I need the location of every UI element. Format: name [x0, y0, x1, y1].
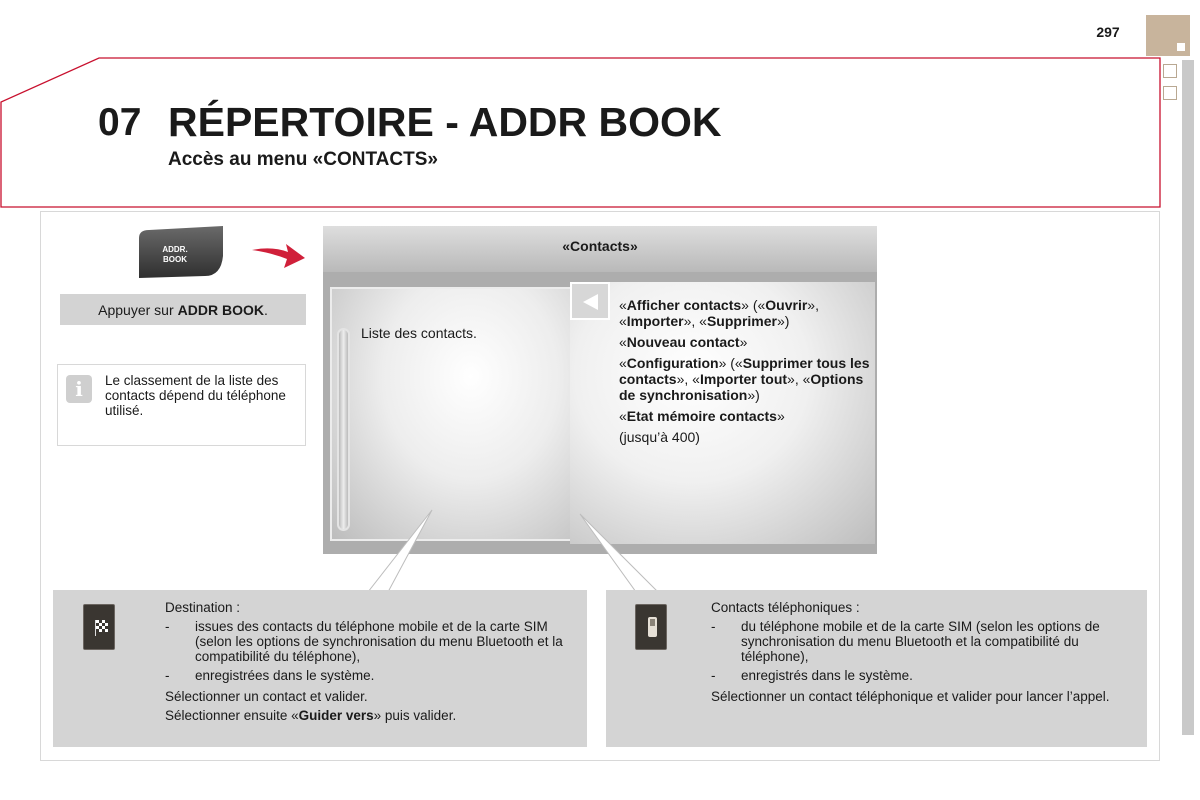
- page-subtitle: Accès au menu «CONTACTS»: [168, 149, 438, 170]
- mobile-phone-icon: [635, 604, 667, 650]
- chapter-number: 07: [98, 101, 142, 144]
- destination-guide-instruction: Sélectionner ensuite «Guider vers» puis valider.: [165, 708, 457, 723]
- corner-tab-marker: [1177, 43, 1185, 51]
- contacts-list-label: Liste des contacts.: [361, 325, 477, 341]
- list-scrollbar: [337, 328, 350, 531]
- menu-item-etat-memoire: «Etat mémoire contacts»: [619, 408, 785, 424]
- info-icon: i: [66, 375, 92, 403]
- red-arrow-icon: [250, 232, 310, 272]
- destination-panel: [53, 590, 587, 747]
- menu-item-nouveau-contact: «Nouveau contact»: [619, 334, 748, 350]
- info-note-text: Le classement de la liste des contacts dépend du téléphone utilisé.: [105, 373, 286, 418]
- side-bar: [1182, 60, 1194, 735]
- page-number: 297: [1096, 24, 1120, 40]
- list-item: - issues des contacts du téléphone mobile et de la carte SIM (selon les options de synchronisation du menu Bluetooth et la compatibilité du téléphone),: [165, 619, 563, 664]
- phone-contacts-panel: [606, 590, 1147, 747]
- press-instruction-key: ADDR BOOK: [177, 301, 264, 318]
- back-button: [570, 282, 610, 320]
- list-item: - enregistrés dans le système.: [711, 668, 913, 683]
- phone-contacts-instruction: Sélectionner un contact téléphonique et valider pour lancer l’appel.: [711, 689, 1110, 704]
- menu-item-afficher-contacts: «Afficher contacts» («Ouvrir», «Importer», «Supprimer»): [619, 297, 819, 329]
- menu-item-configuration: «Configuration» («Supprimer tous les contacts», «Importer tout», «Options de synchronisation»): [619, 355, 870, 403]
- screen-title: «Contacts»: [323, 226, 877, 272]
- destination-text: [165, 600, 575, 723]
- back-arrow-icon: [582, 293, 600, 311]
- destination-instruction: Sélectionner un contact et valider.: [165, 689, 368, 704]
- addr-book-button-label: ADDR. BOOK: [162, 245, 188, 264]
- press-instruction: Appuyer sur ADDR BOOK .: [60, 294, 306, 325]
- list-item: - du téléphone mobile et de la carte SIM (selon les options de synchronisation du menu Bluetooth et la compatibilité du téléphone),: [711, 619, 1100, 664]
- destination-title: Destination :: [165, 600, 241, 615]
- phone-contacts-text: [711, 600, 1136, 704]
- page-title: RÉPERTOIRE - ADDR BOOK: [168, 99, 722, 145]
- list-item: - enregistrées dans le système.: [165, 668, 375, 683]
- checkered-flag-icon: [83, 604, 115, 650]
- contacts-menu: [619, 297, 871, 450]
- menu-item-capacity: (jusqu’à 400): [619, 429, 700, 445]
- phone-contacts-title: Contacts téléphoniques :: [711, 600, 860, 615]
- info-note: [57, 364, 306, 446]
